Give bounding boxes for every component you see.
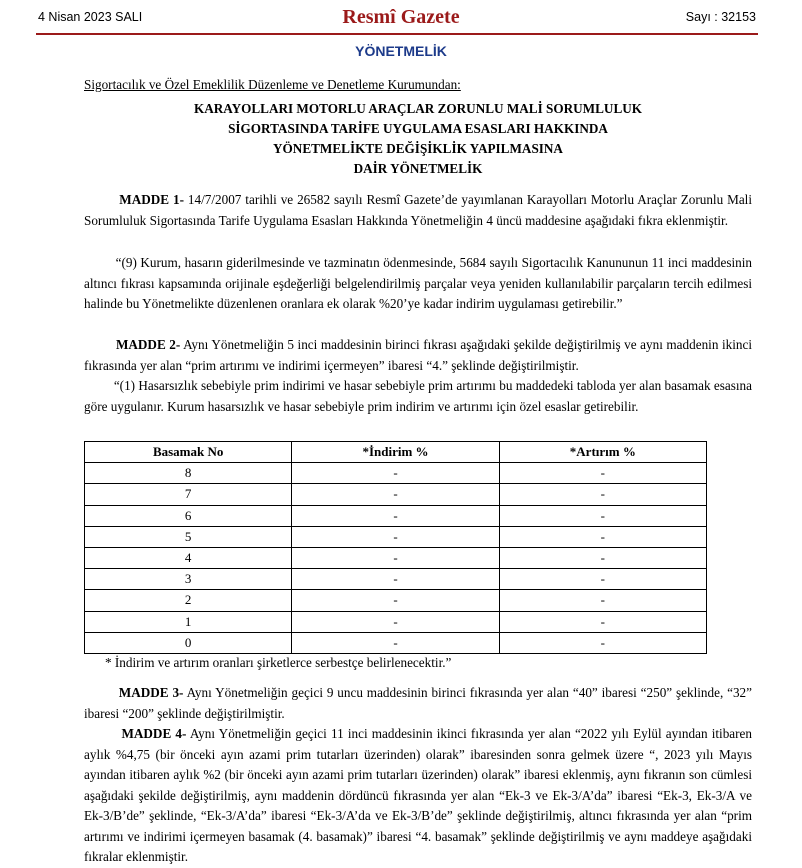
step-cell: 3	[85, 569, 292, 590]
article-2-quote	[84, 376, 752, 417]
column-header-increase: *Artırım %	[499, 442, 706, 463]
gazette-title: Resmî Gazete	[342, 6, 460, 28]
discount-cell: -	[292, 547, 499, 568]
step-cell: 8	[85, 463, 292, 484]
table-row	[85, 547, 707, 568]
step-cell: 6	[85, 505, 292, 526]
discount-cell: -	[292, 611, 499, 632]
table-header-row	[85, 442, 707, 463]
column-header-step: Basamak No	[85, 442, 292, 463]
table-row	[85, 632, 707, 653]
article-4-label: MADDE 4-	[121, 726, 187, 741]
article-4	[84, 724, 752, 868]
discount-cell: -	[292, 590, 499, 611]
step-cell: 7	[85, 484, 292, 505]
table-row	[85, 526, 707, 547]
issuing-authority: Sigortacılık ve Özel Emeklilik Düzenleme ve Denetleme Kurumundan:	[84, 77, 461, 92]
regulation-title	[84, 99, 752, 179]
discount-cell: -	[292, 632, 499, 653]
table-row	[85, 590, 707, 611]
discount-cell: -	[292, 569, 499, 590]
article-1-quote-text: “(9) Kurum, hasarın giderilmesinde ve tazminatın ödenmesinde, 5684 sayılı Sigortacılık Kanununun 11 inci maddesinin altıncı fıkrası kapsamında orijinale eşdeğerliği belgelendirilmiş parçalar veya yeniden kullanılabilir parçaların tercih edilmesi halinde bu Yönetmelikte düzenlenen oranlara ek olarak %20’ye kadar indirim uygulaması getirebilir.”	[84, 255, 752, 311]
section-label: YÖNETMELİK	[355, 43, 447, 59]
article-3-label: MADDE 3-	[118, 685, 184, 700]
article-3-text: Aynı Yönetmeliğin geçici 9 uncu maddesinin birinci fıkrasında yer alan “40” ibaresi “250” şeklinde, “32” ibaresi “200” şeklinde değiştirilmiştir.	[84, 685, 753, 721]
article-4-text: Aynı Yönetmeliğin geçici 11 inci maddesinin ikinci fıkrasında yer alan “2022 yılı Eylül ayından itibaren aylık %4,75 (bir önceki ayın azami prim tutarları üzerinden) olarak” ibaresinden sonra gelmek üzere “, 2023 yılı Mayıs ayından itibaren aylık %2 (bir önceki ayın azami prim tutarları üzerinden) olarak” ibaresi eklenmiş, aynı fıkranın son cümlesi aşağıdaki şekilde değiştirilmiş, aynı maddenin dördüncü fıkrasında yer alan “Ek-3 ve Ek-3/A’da” ibaresi “Ek-3, Ek-3/A ve Ek-3/B’de” şeklinde, “Ek-3/A’da” ibaresi “Ek-3/A’da ve Ek-3/B’de” şeklinde değiştirilmiş, altıncı fıkrasında yer alan “prim artırımı ve indirimi içermeyen basamak (4. basamak)” ibaresi “4. basamak” şeklinde değiştirilmiş ve aynı maddeye aşağıdaki fıkralar eklenmiştir.	[84, 726, 752, 864]
article-3	[84, 683, 752, 724]
table-row	[85, 569, 707, 590]
article-2-label: MADDE 2-	[115, 337, 181, 352]
article-2	[84, 335, 752, 376]
page-header	[0, 0, 802, 34]
title-line: KARAYOLLARI MOTORLU ARAÇLAR ZORUNLU MALİ SORUMLULUK	[193, 101, 643, 116]
article-1-quote	[84, 253, 752, 315]
step-cell: 1	[85, 611, 292, 632]
header-divider	[36, 33, 758, 35]
article-1-text: 14/7/2007 tarihli ve 26582 sayılı Resmî Gazete’de yayımlanan Karayolları Motorlu Araçlar Zorunlu Mali Sorumluluk Sigortasında Tarife Uygulama Esasları Hakkında Yönetmeliğin 4 üncü maddesine aşağıdaki fıkra eklenmiştir.	[84, 192, 753, 228]
increase-cell: -	[499, 526, 706, 547]
step-cell: 0	[85, 632, 292, 653]
increase-cell: -	[499, 463, 706, 484]
title-line: YÖNETMELİKTE DEĞİŞİKLİK YAPILMASINA	[273, 141, 563, 156]
article-1-label: MADDE 1-	[119, 192, 184, 207]
table-row	[85, 463, 707, 484]
column-header-discount: *İndirim %	[292, 442, 499, 463]
discount-cell: -	[292, 463, 499, 484]
header-date: 4 Nisan 2023 SALI	[38, 10, 143, 24]
increase-cell: -	[499, 484, 706, 505]
article-2-text: Aynı Yönetmeliğin 5 inci maddesinin birinci fıkrası aşağıdaki şekilde değiştirilmiş ve aynı maddenin ikinci fıkrasında yer alan “prim artırımı ve indirimi içermeyen” ibaresi “4.” şeklinde değiştirilmiştir.	[84, 337, 752, 373]
issue-number: Sayı : 32153	[685, 10, 756, 24]
table-row	[85, 484, 707, 505]
increase-cell: -	[499, 547, 706, 568]
article-1	[84, 190, 752, 231]
rate-table	[84, 441, 707, 654]
table-footnote: * İndirim ve artırım oranları şirketlerce serbestçe belirlenecektir.”	[105, 655, 452, 670]
increase-cell: -	[499, 611, 706, 632]
discount-cell: -	[292, 505, 499, 526]
table-row	[85, 505, 707, 526]
step-cell: 5	[85, 526, 292, 547]
title-line: SİGORTASINDA TARİFE UYGULAMA ESASLARI HAKKINDA	[228, 121, 608, 136]
table-row	[85, 611, 707, 632]
increase-cell: -	[499, 569, 706, 590]
step-cell: 2	[85, 590, 292, 611]
increase-cell: -	[499, 590, 706, 611]
discount-cell: -	[292, 484, 499, 505]
increase-cell: -	[499, 632, 706, 653]
article-2-quote-text: “(1) Hasarsızlık sebebiyle prim indirimi ve hasar sebebiyle prim artırımı bu maddedeki tabloda yer alan basamak esasına göre uygulanır. Kurum hasarsızlık ve hasar sebebiyle prim indirim ve artırımı için özel esaslar getirebilir.	[84, 378, 753, 414]
step-cell: 4	[85, 547, 292, 568]
title-line: DAİR YÖNETMELİK	[353, 161, 483, 176]
increase-cell: -	[499, 505, 706, 526]
discount-cell: -	[292, 526, 499, 547]
